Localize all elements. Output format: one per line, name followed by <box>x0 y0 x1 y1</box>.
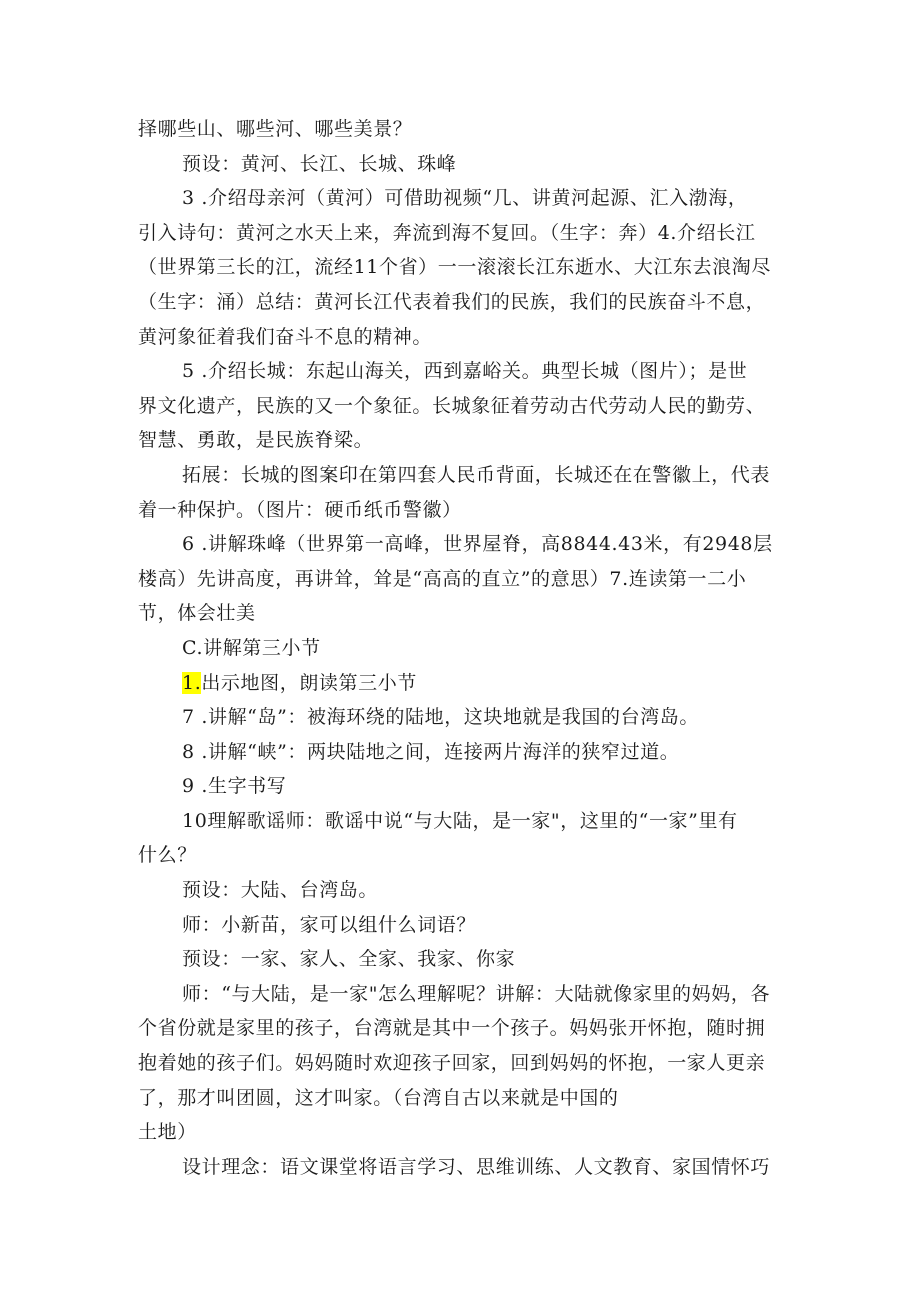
text-line: （世界第三长的江，流经11个省）一一滚滚长江东逝水、大江东去浪淘尽 <box>138 256 771 279</box>
text-line: 预设：黄河、长江、长城、珠峰 <box>182 152 457 175</box>
text-line: 黄河象征着我们奋斗不息的精神。 <box>138 325 433 348</box>
text-line: 节，体会壮美 <box>138 602 256 625</box>
text-line: 界文化遗产，民族的又一个象征。长城象征着劳动古代劳动人民的勤劳、 <box>138 394 766 417</box>
text-line: 5 .介绍长城：东起山海关，西到嘉峪关。典型长城（图片）；是世 <box>182 360 748 383</box>
text-line: 师：“与大陆，是一家"怎么理解呢？讲解：大陆就像家里的妈妈，各 <box>182 982 771 1005</box>
text-line: 什么？ <box>138 844 197 867</box>
text-line: 8 .讲解“峡”：两块陆地之间，连接两片海洋的狭窄过道。 <box>182 740 680 763</box>
text-line: 拓展：长城的图案印在第四套人民币背面，长城还在在警徽上，代表 <box>182 463 771 486</box>
text-line: 土地） <box>138 1121 197 1144</box>
text-line: 个省份就是家里的孩子，台湾就是其中一个孩子。妈妈张开怀抱，随时拥 <box>138 1017 766 1040</box>
text-line: 7 .讲解“岛”：被海环绕的陆地，这块地就是我国的台湾岛。 <box>182 706 699 729</box>
text-line-highlighted <box>138 666 786 701</box>
text-line: 着一种保护。（图片：硬币纸币警徽） <box>138 498 462 521</box>
text-line: 预设：一家、家人、全家、我家、你家 <box>182 948 516 971</box>
text-line: 6 .讲解珠峰（世界第一高峰，世界屋脊，高8844.43米，有2948层 <box>182 533 773 556</box>
text-line: 楼高）先讲高度，再讲耸，耸是“高高的直立”的意思）7.连读第一二小 <box>138 567 747 590</box>
document-body <box>138 112 786 1184</box>
text-line: 择哪些山、哪些河、哪些美景？ <box>138 118 413 140</box>
text-line: 10理解歌谣师：歌谣中说“与大陆，是一家"，这里的“一家”里有 <box>182 809 738 832</box>
text-line-label: 出示地图，朗读第三小节 <box>201 671 417 694</box>
text-line: （生字：涌）总结：黄河长江代表着我们的民族，我们的民族奋斗不息， <box>138 290 766 313</box>
text-line: 了，那才叫团圆，这才叫家。（台湾自古以来就是中国的 <box>138 1086 619 1109</box>
text-line: 智慧、勇敢，是民族脊梁。 <box>138 429 374 452</box>
section-heading: C.讲解第三小节 <box>182 636 321 659</box>
text-line: 抱着她的孩子们。妈妈随时欢迎孩子回家，回到妈妈的怀抱，一家人更亲 <box>138 1052 766 1075</box>
text-line: 引入诗句：黄河之水天上来，奔流到海不复回。（生字：奔）4.介绍长江 <box>138 221 756 244</box>
text-line: 师：小新苗，家可以组什么词语？ <box>182 913 477 936</box>
text-line: 预设：大陆、台湾岛。 <box>182 879 379 902</box>
text-line: 9 .生字书写 <box>182 775 287 798</box>
highlight-marker: 1. <box>182 671 202 694</box>
text-line: 3 .介绍母亲河（黄河）可借助视频“几、讲黄河起源、汇入渤海， <box>182 187 748 210</box>
text-line: 设计理念：语文课堂将语言学习、思维训练、人文教育、家国情怀巧 <box>182 1155 771 1178</box>
